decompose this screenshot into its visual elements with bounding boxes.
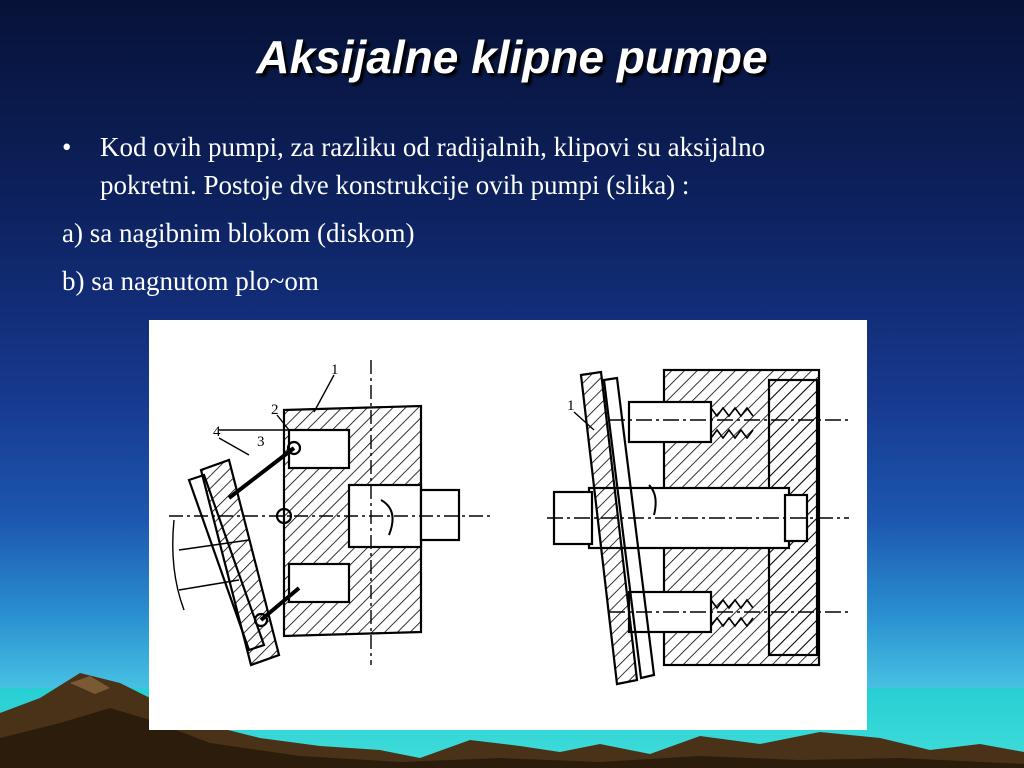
left-pump-drawing [169, 360, 494, 665]
bullet-text [100, 128, 765, 204]
bullet-text-line-2: pokretni. Postoje dve konstrukcije ovih pumpi (slika) : [100, 170, 690, 200]
item-b-text: b) sa nagnutom plo~om [62, 266, 319, 296]
slide-title: Aksijalne klipne pumpe [256, 31, 768, 83]
bullet-text-line-1: Kod ovih pumpi, za razliku od radijalnih, klipovi su aksijalno [100, 132, 766, 162]
bullet-item [62, 128, 962, 204]
pump-diagram [149, 320, 867, 730]
right-pump-drawing [547, 370, 849, 684]
pump-diagram-figure [149, 320, 867, 730]
label-1: 1 [331, 362, 339, 378]
bullet-symbol: • [62, 132, 72, 162]
right-drawing-labels [567, 398, 575, 414]
item-a-text: a) sa nagibnim blokom (diskom) [62, 218, 415, 248]
slide-body [62, 128, 962, 300]
label-4: 4 [213, 424, 221, 440]
label-3: 3 [257, 434, 265, 450]
label-2: 2 [271, 402, 279, 418]
label-right-1: 1 [567, 398, 575, 414]
